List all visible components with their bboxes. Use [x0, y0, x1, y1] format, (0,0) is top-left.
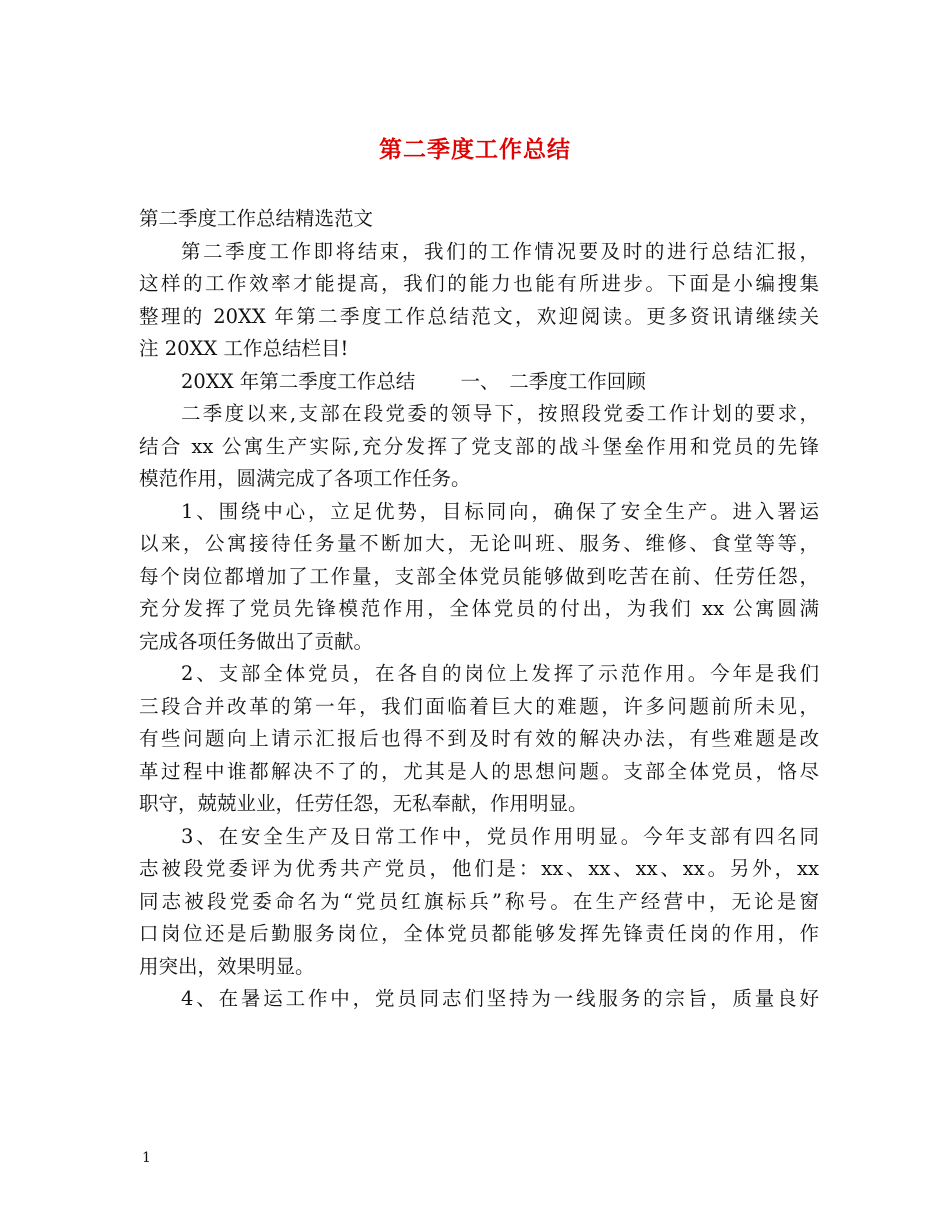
- paragraph-line: 充分发挥了党员先锋模范作用，全体党员的付出，为我们 xx 公寓圆满: [139, 597, 819, 620]
- paragraph-line: 同志被段党委命名为“党员红旗标兵”称号。在生产经营中，无论是窗: [139, 889, 819, 913]
- paragraph-line: 口岗位还是后勤服务岗位，全体党员都能够发挥先锋责任岗的作用，作: [139, 922, 819, 945]
- paragraph-line: 有些问题向上请示汇报后也得不到及时有效的解决办法，有些难题是改: [139, 727, 819, 750]
- paragraph-line: 整理的 20XX 年第二季度工作总结范文，欢迎阅读。更多资讯请继续关: [139, 304, 819, 328]
- section-heading-line: 20XX 年第二季度工作总结 一、 二季度工作回顾: [181, 369, 646, 393]
- paragraph-line: 以来，公寓接待任务量不断加大，无论叫班、服务、维修、食堂等等，: [139, 532, 819, 555]
- paragraph-line: 4、在暑运工作中，党员同志们坚持为一线服务的宗旨，质量良好: [181, 987, 819, 1010]
- paragraph-line: 模范作用，圆满完成了各项工作任务。: [139, 467, 471, 490]
- paragraph-line: 第二季度工作即将结束，我们的工作情况要及时的进行总结汇报，: [181, 239, 819, 263]
- document-body: [139, 203, 819, 1016]
- paragraph-line: 3、在安全生产及日常工作中，党员作用明显。今年支部有四名同: [181, 824, 819, 848]
- paragraph-line: 1、围绕中心，立足优势，目标同向，确保了安全生产。进入署运: [181, 499, 819, 523]
- paragraph-line: 完成各项任务做出了贡献。: [139, 629, 374, 653]
- paragraph-line: 二季度以来,支部在段党委的领导下，按照段党委工作计划的要求，: [181, 402, 819, 425]
- paragraph-line: 结合 xx 公寓生产实际,充分发挥了党支部的战斗堡垒作用和党员的先锋: [139, 434, 819, 458]
- paragraph-line: 三段合并改革的第一年，我们面临着巨大的难题，许多问题前所未见，: [139, 694, 819, 718]
- paragraph-line: 这样的工作效率才能提高，我们的能力也能有所进步。下面是小编搜集: [139, 272, 819, 295]
- paragraph-line: 注 20XX 工作总结栏目!: [139, 337, 349, 360]
- paragraph-line: 2、支部全体党员，在各自的岗位上发挥了示范作用。今年是我们: [181, 662, 819, 685]
- paragraph-line: 革过程中谁都解决不了的，尤其是人的思想问题。支部全体党员，恪尽: [139, 759, 819, 783]
- paragraph-line: 用突出，效果明显。: [139, 954, 315, 978]
- paragraph-line: 每个岗位都增加了工作量，支部全体党员能够做到吃苦在前、任劳任怨，: [139, 564, 819, 588]
- document-title: 第二季度工作总结: [379, 136, 571, 163]
- paragraph-line: 职守，兢兢业业，任劳任怨，无私奉献，作用明显。: [139, 792, 588, 815]
- paragraph-line: 志被段党委评为优秀共产党员，他们是：xx、xx、xx、xx。另外，xx: [139, 857, 819, 880]
- page-number: 1: [142, 1150, 151, 1166]
- subtitle-line: 第二季度工作总结精选范文: [139, 207, 374, 230]
